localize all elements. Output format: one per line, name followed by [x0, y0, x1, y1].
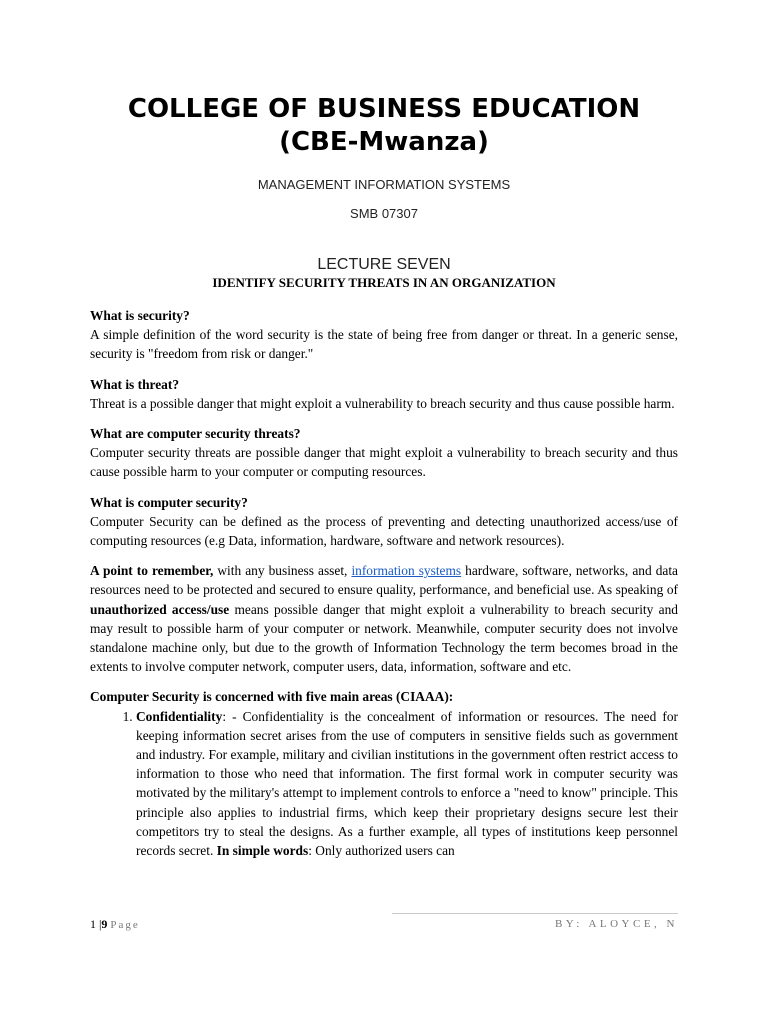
college-title: COLLEGE OF BUSINESS EDUCATION — [127, 94, 641, 124]
areas-heading: Computer Security is concerned with five main areas (CIAAA): — [90, 689, 454, 705]
answer-paragraph: Computer security threats are possible danger that might exploit a vulnerability to breach security and thus cause possible harm to your computer or computing resources. — [90, 445, 678, 480]
list-item — [136, 707, 678, 861]
information-systems-link[interactable]: information systems — [351, 563, 462, 579]
page-number-total: 9 — [101, 917, 108, 931]
answer-paragraph: Computer Security can be defined as the process of preventing and detecting unauthorized access/use of computing resources (e.g Data, information, hardware, software and network resources). — [90, 513, 678, 549]
remember-paragraph — [90, 561, 678, 676]
page-number-current: 1 — [90, 917, 96, 931]
answer-paragraph: Threat is a possible danger that might exploit a vulnerability to breach security and thus cause possible harm. — [90, 395, 675, 411]
area-emphasis: In simple words — [216, 843, 309, 859]
question-heading: What is threat? — [90, 376, 180, 392]
remember-bold-term: unauthorized access/use — [90, 601, 230, 617]
page-number: 1 |9 Page — [90, 917, 140, 931]
lecture-label: LECTURE SEVEN — [317, 256, 451, 273]
course-name: MANAGEMENT INFORMATION SYSTEMS — [257, 177, 511, 192]
remember-text-2: hardware, software, networks, and data resources need to be protected and secured to ensure quality, performance, and beneficial use. As speaking of — [90, 563, 678, 598]
area-text: : - Confidentiality is the concealment of information or resources. The need for keeping information secret arises from the use of computers in sensitive fields such as government and industry. For example, military and civilian institutions in the government often restrict access to information to those who need that information. The first formal work in computer security was motivated by the military's attempt to implement controls to enforce a "need to know" principle. This principle also applies to industrial firms, which keep their proprietary designs secure lest their competitors try to steal the designs. As a further example, all types of institutions keep personnel records secret. — [136, 708, 678, 859]
areas-list — [90, 707, 678, 861]
question-heading: What are computer security threats? — [90, 426, 301, 442]
remember-lead: A point to remember, — [90, 563, 214, 579]
question-heading: What is computer security? — [90, 494, 248, 510]
area-term: Confidentiality — [136, 708, 223, 724]
remember-text-3: means possible danger that might exploit a vulnerability to breach security and may result to possible harm of your computer or network. Meanwhile, computer security does not involve standalone machine only, but due to the growth of Information Technology the term becomes broad in the extents to involve computer network, computer users, data, information, software and etc. — [90, 601, 678, 675]
author-credit: BY: ALOYCE, N — [554, 918, 678, 930]
campus-title: (CBE-Mwanza) — [279, 127, 489, 157]
course-code: SMB 07307 — [350, 206, 418, 221]
answer-paragraph: A simple definition of the word security is the state of being free from danger or threat. In a generic sense, security is "freedom from risk or danger." — [90, 327, 678, 362]
document-body — [90, 306, 678, 860]
remember-text-1: with any business asset, — [213, 563, 352, 579]
lecture-topic: IDENTIFY SECURITY THREATS IN AN ORGANIZATION — [212, 275, 556, 290]
question-heading: What is security? — [90, 308, 190, 323]
footer-divider — [392, 913, 678, 914]
area-tail: : Only authorized users can — [308, 843, 455, 859]
page-label: Page — [110, 919, 140, 931]
